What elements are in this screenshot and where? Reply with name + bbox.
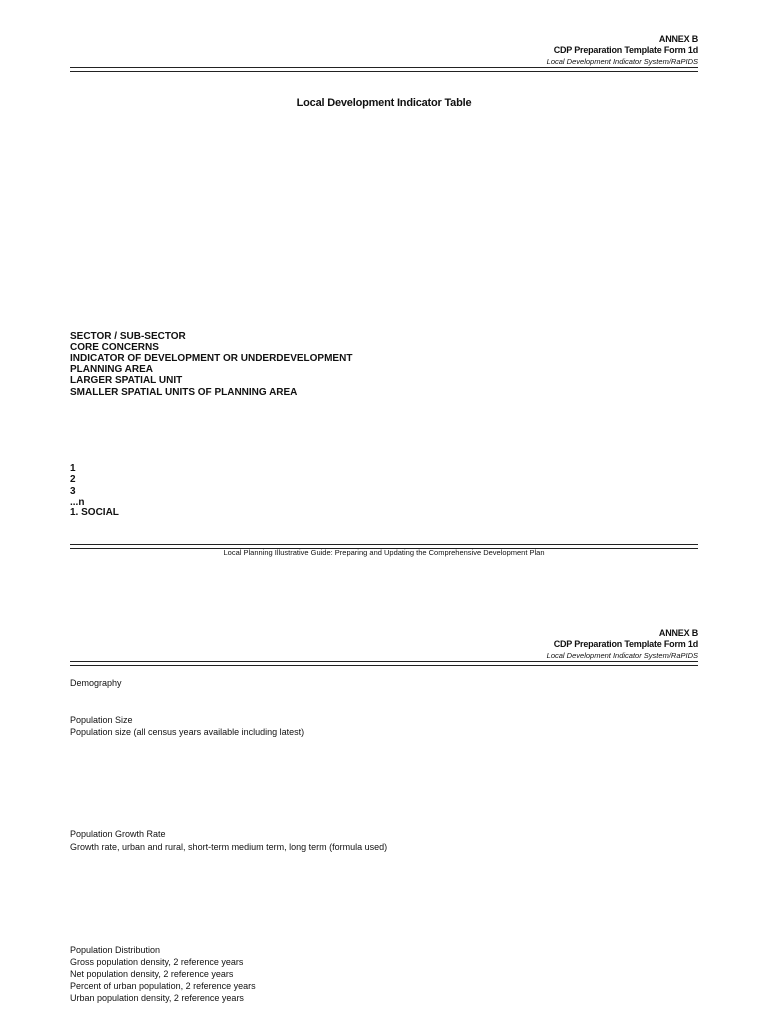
page-footer: Local Planning Illustrative Guide: Preparing and Updating the Comprehensive Development Plan [223, 548, 545, 557]
indicator-line: Percent of urban population, 2 reference years [70, 981, 256, 991]
indicator-line: Population size (all census years available including latest) [70, 727, 305, 737]
indicator-line: Net population density, 2 reference years [70, 969, 234, 979]
form-label: CDP Preparation Template Form 1d [553, 45, 698, 55]
column-heading-planning-area: PLANNING AREA [70, 364, 153, 375]
column-heading-larger-unit: LARGER SPATIAL UNIT [70, 375, 183, 386]
column-heading-indicator: INDICATOR OF DEVELOPMENT OR UNDERDEVELOPMENT [70, 353, 353, 364]
indicator-line: Gross population density, 2 reference years [70, 957, 244, 967]
unit-number: 1 [70, 463, 76, 474]
core-concern: Population Growth Rate [70, 829, 166, 839]
sector-heading: 1. SOCIAL [70, 507, 119, 518]
annex-label: ANNEX B [658, 628, 698, 638]
system-label: Local Development Indicator System/RaPIDS [546, 651, 698, 660]
unit-number: 3 [70, 486, 76, 497]
annex-label: ANNEX B [658, 34, 698, 44]
header-rule [70, 661, 698, 666]
unit-number: 2 [70, 474, 76, 485]
header-rule [70, 67, 698, 72]
column-heading-core-concerns: CORE CONCERNS [70, 342, 159, 353]
system-label: Local Development Indicator System/RaPIDS [546, 57, 698, 66]
subsector-heading: Demography [70, 678, 122, 688]
core-concern: Population Size [70, 715, 133, 725]
form-label: CDP Preparation Template Form 1d [553, 639, 698, 649]
page-title: Local Development Indicator Table [296, 97, 472, 109]
column-heading-sector: SECTOR / SUB-SECTOR [70, 331, 186, 342]
column-heading-smaller-units: SMALLER SPATIAL UNITS OF PLANNING AREA [70, 387, 298, 398]
unit-number: ...n [70, 497, 85, 508]
indicator-line: Urban population density, 2 reference years [70, 993, 244, 1003]
indicator-line: Growth rate, urban and rural, short-term medium term, long term (formula used) [70, 842, 388, 852]
core-concern: Population Distribution [70, 945, 161, 955]
